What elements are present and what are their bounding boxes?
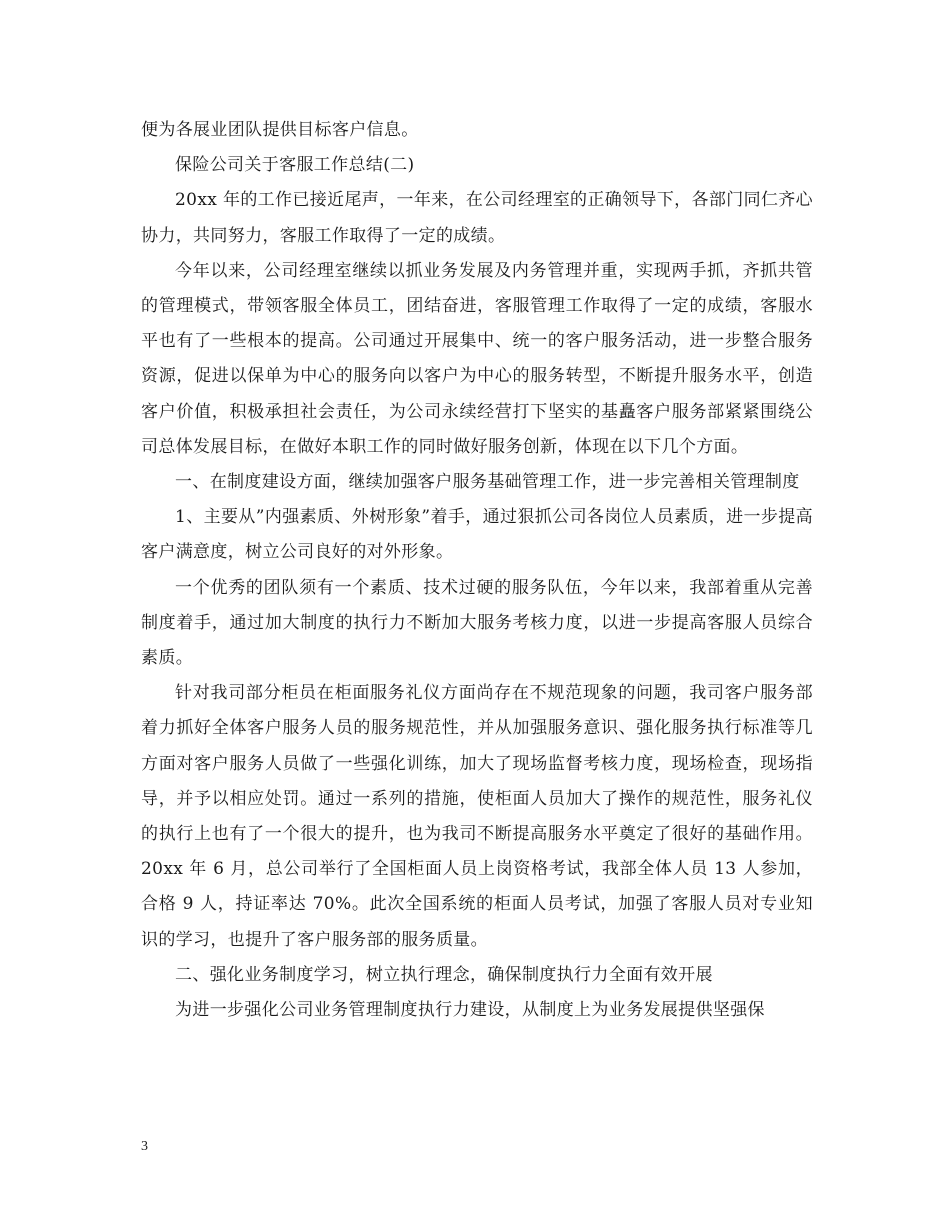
paragraph: 20xx 年的工作已接近尾声，一年来，在公司经理室的正确领导下，各部门同仁齐心协力，共同努力，客服工作取得了一定的成绩。 [141,190,813,246]
paragraph: 一个优秀的团队须有一个素质、技术过硬的服务队伍，今年以来，我部着重从完善制度着手，通过加大制度的执行力不断加大服务考核力度，以进一步提高客服人员综合素质。 [141,577,813,669]
paragraph: 为进一步强化公司业务管理制度执行力建设，从制度上为业务发展提供坚强保 [175,1000,765,1021]
document-body [141,113,860,1028]
heading-one: 一、在制度建设方面，继续加强客户服务基础管理工作，进一步完善相关管理制度 [175,472,800,493]
paragraph: 今年以来，公司经理室继续以抓业务发展及内务管理并重，实现两手抓，齐抓共管的管理模式，带领客服全体员工，团结奋进，客服管理工作取得了一定的成绩，客服水平也有了一些根本的提高。公司通过开展集中、统一的客户服务活动，进一步整合服务资源，促进以保单为中心的服务向以客户为中心的服务转型，不断提升服务水平，创造客户价值，积极承担社会责任，为公司永续经营打下坚实的基矗客户服务部紧紧围绕公司总体发展目标，在做好本职工作的同时做好服务创新，体现在以下几个方面。 [141,260,813,457]
section-title: 保险公司关于客服工作总结(二) [175,155,415,176]
paragraph-continuation: 便为各展业团队提供目标客户信息。 [141,120,419,140]
paragraph: 针对我司部分柜员在柜面服务礼仪方面尚存在不规范现象的问题，我司客户服务部着力抓好全体客户服务人员的服务规范性，并从加强服务意识、强化服务执行标准等几方面对客户服务人员做了一些强化训练，加大了现场监督考核力度，现场检查，现场指导，并予以相应处罚。通过一系列的措施，使柜面人员加大了操作的规范性，服务礼仪的执行上也有了一个很大的提升，也为我司不断提高服务水平奠定了很好的基础作用。 20xx 年 6 月，总公司举行了全国柜面人员上岗资格考试，我部全体人员 13 人参加，合格 9 人，持证率达 70%。此次全国系统的柜面人员考试，加强了客服人员对专业知识的学习，也提升了客户服务部的服务质量。 [141,683,860,950]
numbered-item-one: 1、主要从”内强素质、外树形象”着手，通过狠抓公司各岗位人员素质，进一步提高客户满意度，树立公司良好的对外形象。 [141,507,813,563]
heading-two: 二、强化业务制度学习，树立执行理念，确保制度执行力全面有效开展 [175,964,713,985]
page-number: 3 [141,1139,148,1154]
